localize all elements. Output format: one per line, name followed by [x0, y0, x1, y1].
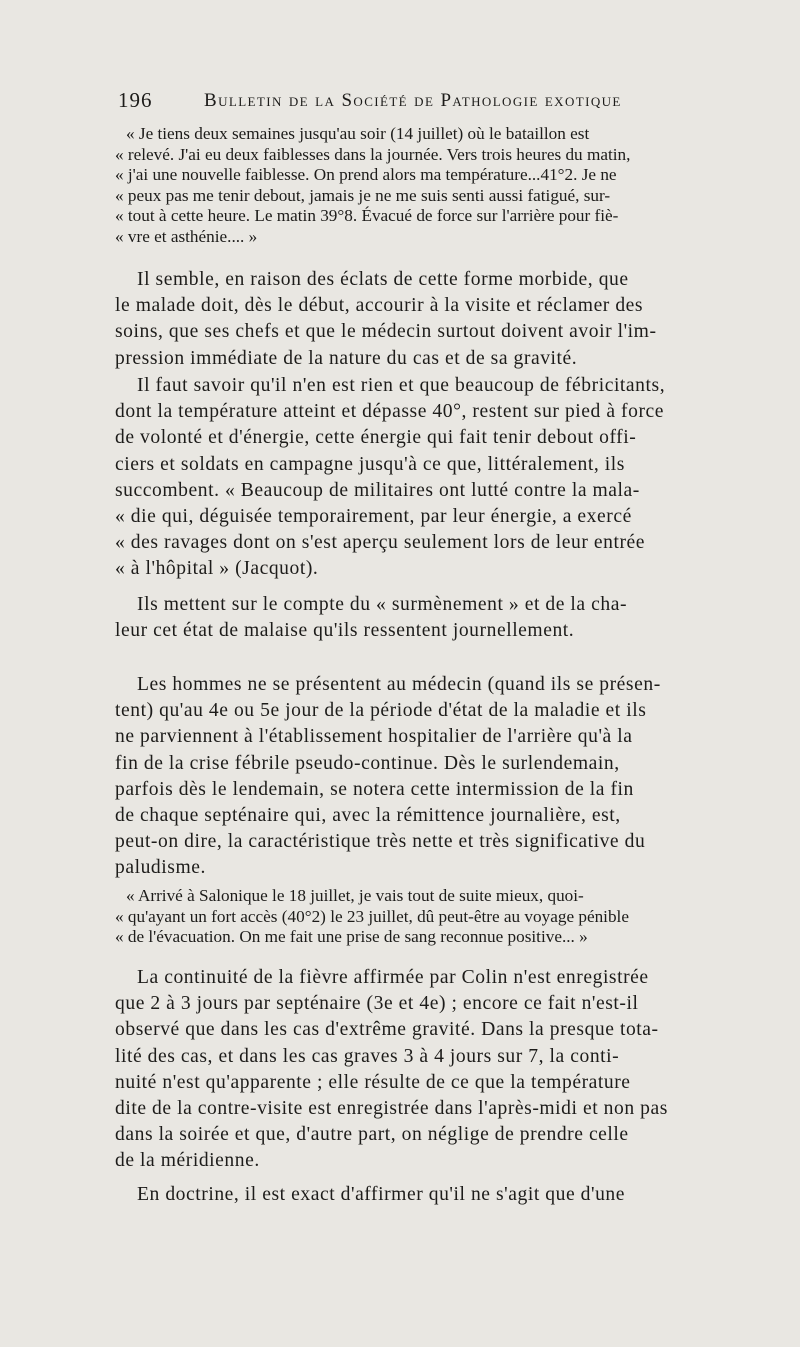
text-line: parfois dès le lendemain, se notera cette intermission de la fin: [115, 778, 634, 800]
quote-block-1: [115, 124, 765, 247]
text-line: peut-on dire, la caractéristique très nette et très significative du: [115, 831, 646, 853]
quote-line: « j'ai une nouvelle faiblesse. On prend alors ma température...41°2. Je ne: [115, 165, 617, 184]
text-line: tent) qu'au 4e ou 5e jour de la période d'état de la maladie et ils: [115, 700, 647, 722]
quote-line: « qu'ayant un fort accès (40°2) le 23 juillet, dû peut-être au voyage pénible: [115, 906, 629, 926]
text-line: de chaque septénaire qui, avec la rémittence journalière, est,: [115, 805, 621, 827]
text-line: Il faut savoir qu'il n'en est rien et que beaucoup de fébricitants,: [137, 375, 666, 396]
quote-line: « peux pas me tenir debout, jamais je ne me suis senti aussi fatigué, sur-: [115, 185, 611, 205]
paragraph-2: [115, 373, 765, 583]
text-line: fin de la crise fébrile pseudo-continue. Dès le surlendemain,: [115, 752, 620, 774]
text-line: « die qui, déguisée temporairement, par leur énergie, a exercé: [115, 506, 632, 528]
text-line: ne parviennent à l'établissement hospitalier de l'arrière qu'à la: [115, 726, 633, 748]
text-line: nuité n'est qu'apparente ; elle résulte de ce que la température: [115, 1071, 631, 1093]
text-line: de volonté et d'énergie, cette énergie qui fait tenir debout offi-: [115, 427, 637, 449]
quote-line: « de l'évacuation. On me fait une prise de sang reconnue positive... »: [115, 927, 588, 946]
paragraph-3: [115, 592, 765, 644]
text-line: dont la température atteint et dépasse 40°, restent sur pied à force: [115, 401, 665, 423]
text-line: le malade doit, dès le début, accourir à la visite et réclamer des: [115, 295, 644, 317]
text-line: paludisme.: [115, 857, 206, 879]
paragraph-4: [115, 672, 765, 882]
text-line: de la méridienne.: [115, 1150, 260, 1172]
quote-block-2: [115, 886, 765, 948]
text-line: « à l'hôpital » (Jacquot).: [115, 558, 319, 580]
text-line: lité des cas, et dans les cas graves 3 à 4 jours sur 7, la conti-: [115, 1045, 620, 1067]
text-line: observé que dans les cas d'extrême gravité. Dans la presque tota-: [115, 1019, 659, 1041]
text-line: que 2 à 3 jours par septénaire (3e et 4e) ; encore ce fait n'est-il: [115, 993, 639, 1015]
page-number: 196: [118, 88, 153, 112]
quote-line: « tout à cette heure. Le matin 39°8. Évacué de force sur l'arrière pour fiè-: [115, 206, 619, 225]
text-line: En doctrine, il est exact d'affirmer qu'il ne s'agit que d'une: [137, 1184, 626, 1205]
text-line: Les hommes ne se présentent au médecin (quand ils se présen-: [137, 674, 661, 695]
paragraph-6: [115, 1182, 765, 1208]
quote-line: « vre et asthénie.... »: [115, 226, 258, 246]
running-title: Bulletin de la Société de Pathologie exotique: [204, 90, 622, 111]
text-line: dite de la contre-visite est enregistrée dans l'après-midi et non pas: [115, 1098, 668, 1120]
text-line: Ils mettent sur le compte du « surmènement » et de la cha-: [137, 594, 628, 615]
paragraph-5: [115, 965, 765, 1175]
text-line: « des ravages dont on s'est aperçu seulement lors de leur entrée: [115, 532, 646, 554]
text-line: pression immédiate de la nature du cas et de sa gravité.: [115, 347, 578, 369]
text-line: succombent. « Beaucoup de militaires ont lutté contre la mala-: [115, 479, 640, 501]
quote-line: « relevé. J'ai eu deux faiblesses dans la journée. Vers trois heures du matin,: [115, 144, 631, 164]
text-line: dans la soirée et que, d'autre part, on néglige de prendre celle: [115, 1124, 629, 1146]
quote-line: « Arrivé à Salonique le 18 juillet, je vais tout de suite mieux, quoi-: [126, 886, 584, 905]
text-line: La continuité de la fièvre affirmée par Colin n'est enregistrée: [137, 967, 649, 988]
quote-line: « Je tiens deux semaines jusqu'au soir (14 juillet) où le bataillon est: [126, 124, 590, 143]
text-line: soins, que ses chefs et que le médecin surtout doivent avoir l'im-: [115, 321, 657, 343]
text-line: leur cet état de malaise qu'ils ressentent journellement.: [115, 620, 575, 642]
text-line: Il semble, en raison des éclats de cette forme morbide, que: [137, 269, 629, 290]
text-line: ciers et soldats en campagne jusqu'à ce que, littéralement, ils: [115, 453, 625, 475]
paragraph-1: [115, 267, 765, 372]
